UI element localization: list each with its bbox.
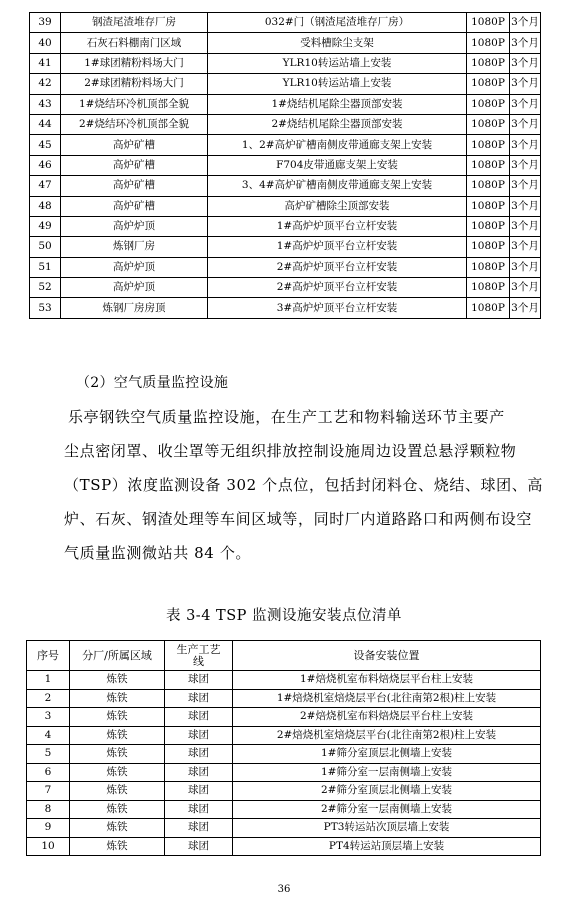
cell-no: 10 [27, 837, 70, 856]
cell-area: 高炉矿槽 [61, 176, 208, 196]
cell-period: 3个月 [510, 135, 541, 155]
cell-period: 3个月 [510, 33, 541, 53]
cell-no: 8 [27, 800, 70, 819]
cell-location: YLR10转运站墙上安装 [208, 53, 467, 73]
table-row [27, 745, 541, 764]
cell-period: 3个月 [510, 237, 541, 257]
cell-no: 6 [27, 763, 70, 782]
header-no: 序号 [27, 641, 70, 671]
table-row [30, 33, 541, 53]
cell-area: 炼铁 [70, 726, 165, 745]
cell-area: 2#球团精粉料场大门 [61, 74, 208, 94]
table-row [30, 237, 541, 257]
header-line: 生产工艺线 [165, 641, 233, 671]
cell-location: 1、2#高炉矿槽南侧皮带通廊支架上安装 [208, 135, 467, 155]
cell-period: 3个月 [510, 155, 541, 175]
cell-line: 球团 [165, 800, 233, 819]
cell-area: 1#烧结环冷机顶部全貌 [61, 94, 208, 114]
cell-no: 50 [30, 237, 61, 257]
cell-no: 51 [30, 257, 61, 277]
cell-location: 1#筛分室顶层北侧墙上安装 [233, 745, 541, 764]
table-row [30, 278, 541, 298]
cell-location: 032#门（钢渣尾渣堆存厂房） [208, 13, 467, 33]
table-row [27, 689, 541, 708]
table-row [27, 837, 541, 856]
cell-area: 炼铁 [70, 671, 165, 690]
cell-line: 球团 [165, 708, 233, 727]
cell-period: 3个月 [510, 278, 541, 298]
table-row [27, 726, 541, 745]
cell-location: 1#高炉炉顶平台立杆安装 [208, 216, 467, 236]
cell-location: 高炉矿槽除尘顶部安装 [208, 196, 467, 216]
cell-area: 石灰石料棚南门区域 [61, 33, 208, 53]
cell-res: 1080P [467, 155, 510, 175]
table-row [27, 782, 541, 801]
cell-no: 1 [27, 671, 70, 690]
cell-area: 炼钢厂房 [61, 237, 208, 257]
paragraph-line: （TSP）浓度监测设备 302 个点位，包括封闭料仓、烧结、球团、高 [64, 476, 543, 494]
cell-area: 炼铁 [70, 745, 165, 764]
cell-no: 53 [30, 298, 61, 318]
cell-period: 3个月 [510, 298, 541, 318]
cell-res: 1080P [467, 237, 510, 257]
cell-no: 9 [27, 819, 70, 838]
table-row [27, 671, 541, 690]
cell-location: 1#焙烧机室焙烧层平台(北往南第2根)柱上安装 [233, 689, 541, 708]
cell-area: 2#烧结环冷机顶部全貌 [61, 114, 208, 134]
cell-res: 1080P [467, 53, 510, 73]
cell-res: 1080P [467, 33, 510, 53]
cell-location: 2#高炉炉顶平台立杆安装 [208, 278, 467, 298]
table-row [27, 763, 541, 782]
cell-area: 炼铁 [70, 819, 165, 838]
table-row [30, 74, 541, 94]
cell-line: 球团 [165, 782, 233, 801]
cell-area: 炼铁 [70, 689, 165, 708]
cell-res: 1080P [467, 176, 510, 196]
cell-no: 2 [27, 689, 70, 708]
table-header-row [27, 641, 541, 671]
page-number: 36 [277, 884, 291, 895]
table-row [30, 53, 541, 73]
cell-period: 3个月 [510, 216, 541, 236]
cell-no: 49 [30, 216, 61, 236]
cell-location: 2#高炉炉顶平台立杆安装 [208, 257, 467, 277]
cell-no: 44 [30, 114, 61, 134]
cell-period: 3个月 [510, 94, 541, 114]
cell-location: 3#高炉炉顶平台立杆安装 [208, 298, 467, 318]
table-row [30, 135, 541, 155]
cell-res: 1080P [467, 196, 510, 216]
cell-no: 43 [30, 94, 61, 114]
cell-location: 2#筛分室一层南侧墙上安装 [233, 800, 541, 819]
table-row [27, 800, 541, 819]
cell-location: PT4转运站顶层墙上安装 [233, 837, 541, 856]
table-row [30, 114, 541, 134]
cell-location: F704皮带通廊支架上安装 [208, 155, 467, 175]
cell-area: 高炉炉顶 [61, 216, 208, 236]
table-title: 表 3-4 TSP 监测设施安装点位清单 [165, 608, 403, 624]
cell-no: 5 [27, 745, 70, 764]
table-row [27, 708, 541, 727]
table-row [30, 216, 541, 236]
cell-period: 3个月 [510, 176, 541, 196]
table-row [30, 176, 541, 196]
cell-area: 钢渣尾渣堆存厂房 [61, 13, 208, 33]
paragraph-line: 乐亭钢铁空气质量监控设施，在生产工艺和物料输送环节主要产 [68, 408, 505, 426]
cell-line: 球团 [165, 745, 233, 764]
cell-location: 1#筛分室一层南侧墙上安装 [233, 763, 541, 782]
cell-res: 1080P [467, 278, 510, 298]
cell-no: 4 [27, 726, 70, 745]
cell-no: 40 [30, 33, 61, 53]
camera-location-table-body [30, 13, 541, 319]
table-row [30, 155, 541, 175]
cell-period: 3个月 [510, 13, 541, 33]
cell-area: 高炉炉顶 [61, 278, 208, 298]
cell-line: 球团 [165, 671, 233, 690]
cell-location: 1#焙烧机室布料焙烧层平台柱上安装 [233, 671, 541, 690]
cell-period: 3个月 [510, 114, 541, 134]
cell-location: 受料槽除尘支架 [208, 33, 467, 53]
cell-period: 3个月 [510, 53, 541, 73]
cell-location: 2#焙烧机室焙烧层平台(北往南第2根)柱上安装 [233, 726, 541, 745]
table-row [30, 257, 541, 277]
cell-res: 1080P [467, 216, 510, 236]
cell-area: 高炉炉顶 [61, 257, 208, 277]
header-location: 设备安装位置 [233, 641, 541, 671]
cell-no: 7 [27, 782, 70, 801]
cell-line: 球团 [165, 819, 233, 838]
cell-no: 42 [30, 74, 61, 94]
cell-line: 球团 [165, 689, 233, 708]
cell-line: 球团 [165, 726, 233, 745]
cell-res: 1080P [467, 298, 510, 318]
cell-location: 1#高炉炉顶平台立杆安装 [208, 237, 467, 257]
header-area: 分厂/所属区域 [70, 641, 165, 671]
cell-area: 炼钢厂房房顶 [61, 298, 208, 318]
cell-no: 46 [30, 155, 61, 175]
table-row [30, 94, 541, 114]
paragraph-line: 炉、石灰、钢渣处理等车间区域等，同时厂内道路路口和两侧布设空 [64, 510, 533, 528]
cell-area: 1#球团精粉料场大门 [61, 53, 208, 73]
cell-area: 高炉矿槽 [61, 196, 208, 216]
cell-area: 炼铁 [70, 763, 165, 782]
cell-location: YLR10转运站墙上安装 [208, 74, 467, 94]
cell-no: 48 [30, 196, 61, 216]
cell-period: 3个月 [510, 257, 541, 277]
table-row [30, 13, 541, 33]
cell-area: 炼铁 [70, 800, 165, 819]
table-row [27, 819, 541, 838]
cell-res: 1080P [467, 257, 510, 277]
cell-res: 1080P [467, 135, 510, 155]
cell-area: 炼铁 [70, 708, 165, 727]
section-heading: （2）空气质量监控设施 [76, 375, 229, 391]
cell-area: 高炉矿槽 [61, 155, 208, 175]
table-row [30, 298, 541, 318]
tsp-monitoring-table [26, 640, 541, 856]
cell-location: 2#烧结机尾除尘器顶部安装 [208, 114, 467, 134]
cell-line: 球团 [165, 837, 233, 856]
cell-no: 3 [27, 708, 70, 727]
paragraph-line: 气质量监测微站共 84 个。 [64, 544, 252, 562]
cell-location: 1#烧结机尾除尘器顶部安装 [208, 94, 467, 114]
cell-res: 1080P [467, 94, 510, 114]
camera-location-table [29, 12, 541, 319]
cell-res: 1080P [467, 114, 510, 134]
cell-line: 球团 [165, 763, 233, 782]
cell-res: 1080P [467, 74, 510, 94]
table-row [30, 196, 541, 216]
cell-no: 41 [30, 53, 61, 73]
cell-location: PT3转运站次顶层墙上安装 [233, 819, 541, 838]
cell-area: 炼铁 [70, 782, 165, 801]
cell-no: 47 [30, 176, 61, 196]
cell-no: 39 [30, 13, 61, 33]
cell-no: 45 [30, 135, 61, 155]
cell-area: 高炉矿槽 [61, 135, 208, 155]
cell-period: 3个月 [510, 196, 541, 216]
cell-area: 炼铁 [70, 837, 165, 856]
cell-period: 3个月 [510, 74, 541, 94]
cell-res: 1080P [467, 13, 510, 33]
cell-location: 3、4#高炉矿槽南侧皮带通廊支架上安装 [208, 176, 467, 196]
paragraph-line: 尘点密闭罩、收尘罩等无组织排放控制设施周边设置总悬浮颗粒物 [64, 442, 517, 460]
cell-no: 52 [30, 278, 61, 298]
cell-location: 2#焙烧机室布料焙烧层平台柱上安装 [233, 708, 541, 727]
cell-location: 2#筛分室顶层北侧墙上安装 [233, 782, 541, 801]
tsp-table-body [27, 671, 541, 856]
